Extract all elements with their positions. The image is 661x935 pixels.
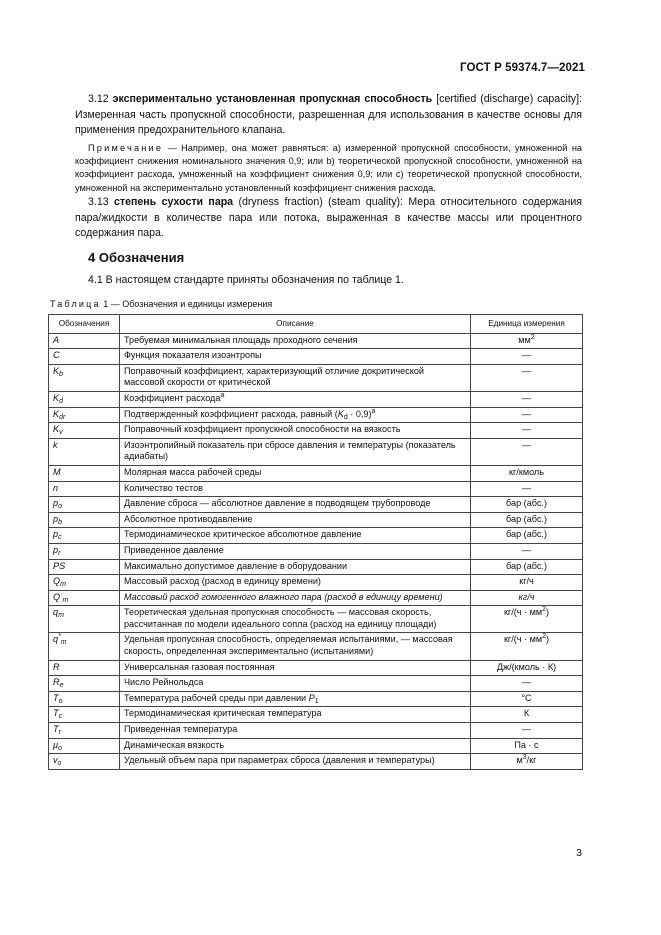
symbol: Q: [53, 591, 61, 602]
symbol: PS: [53, 560, 66, 571]
unit-tail: ): [546, 607, 550, 618]
description: Число Рейнольдса: [124, 677, 204, 688]
table-row: [49, 660, 583, 676]
symbol-cell: [49, 497, 120, 513]
symbol-subscript: b: [58, 518, 62, 526]
description: Термодинамическая критическая температура: [124, 708, 322, 719]
unit-superscript: 2: [542, 633, 547, 641]
column-header-description: Описание: [120, 315, 471, 334]
symbol-superscript: ·: [60, 590, 63, 598]
table-row: [49, 575, 583, 591]
unit-cell: [471, 438, 583, 465]
symbol-subscript: m: [60, 581, 66, 589]
unit-cell: [471, 691, 583, 707]
symbol: K: [53, 408, 60, 419]
symbol-cell: [49, 691, 120, 707]
unit-cell: [471, 497, 583, 513]
unit-cell: [471, 333, 583, 349]
table-row: [49, 407, 583, 423]
table-row: [49, 481, 583, 497]
table-caption-label: Таблица: [50, 299, 101, 309]
table-row: [49, 423, 583, 439]
table-header-row: [49, 315, 583, 334]
unit-tail: /кг: [526, 755, 537, 766]
unit: кг/кмоль: [509, 466, 544, 477]
symbol-cell: [49, 391, 120, 407]
clause-3-13: [75, 195, 582, 242]
description: Массовый расход гомогенного влажного пара (расход в единицу времени): [124, 591, 443, 602]
symbol: v: [53, 755, 58, 766]
unit-cell: [471, 364, 583, 391]
symbol-subscript: v: [59, 429, 63, 437]
unit-cell: [471, 423, 583, 439]
description: Удельная пропускная способность, определяемая испытаниями, — массовая скорость, определенная экспериментально (испытаниями): [124, 634, 453, 657]
symbol-superscript: *: [58, 633, 61, 641]
symbol-subscript: m: [62, 596, 69, 604]
symbol: p: [53, 529, 59, 540]
table-row: [49, 691, 583, 707]
symbol: A: [53, 334, 60, 345]
unit-cell: [471, 738, 583, 754]
symbol-cell: [49, 590, 120, 606]
symbol: T: [53, 708, 59, 719]
description-cell: [120, 559, 471, 575]
symbol-cell: [49, 349, 120, 365]
symbol: T: [53, 692, 59, 703]
description: Динамическая вязкость: [124, 739, 225, 750]
symbol-cell: [49, 364, 120, 391]
symbol-cell: [49, 333, 120, 349]
description: Термодинамическое критическое абсолютное давление: [124, 529, 362, 540]
inline-symbol: K: [337, 408, 344, 419]
description-cell: [120, 423, 471, 439]
symbol-subscript: o: [57, 760, 62, 768]
symbol: T: [53, 724, 59, 735]
unit: кг/ч: [519, 576, 534, 587]
symbol: k: [53, 439, 58, 450]
unit: —: [521, 439, 532, 450]
unit: м: [516, 755, 523, 766]
document-header: ГОСТ Р 59374.7—2021: [460, 62, 585, 74]
description: Массовый расход (расход в единицу времени): [124, 576, 321, 587]
description: Молярная масса рабочей среды: [124, 466, 262, 477]
inline-symbol: P: [308, 692, 315, 703]
unit: —: [521, 392, 532, 403]
section-intro: 4.1 В настоящем стандарте приняты обозначения по таблице 1.: [88, 274, 404, 286]
unit-cell: [471, 465, 583, 481]
unit: бар (абс.): [506, 560, 547, 571]
table-row: [49, 512, 583, 528]
table-row: [49, 590, 583, 606]
description-cell: [120, 465, 471, 481]
symbol-subscript: d: [59, 397, 63, 405]
unit-cell: [471, 754, 583, 770]
term-definition: Измеренная часть пропускной способности, разрешенная для использования в качестве основы для применения предохранительного клапана.: [75, 108, 582, 136]
section-heading: 4 Обозначения: [88, 250, 185, 265]
description-cell: [120, 606, 471, 633]
unit-cell: [471, 512, 583, 528]
description-cell: [120, 528, 471, 544]
symbol-subscript: m: [58, 612, 64, 620]
symbol-cell: [49, 575, 120, 591]
unit: —: [521, 724, 532, 735]
description-cell: [120, 512, 471, 528]
term-title: степень сухости пара: [114, 196, 234, 208]
note-label: Примечание: [88, 143, 164, 153]
table-caption-text: 1 — Обозначения и единицы измерения: [103, 299, 273, 309]
description-cell: [120, 481, 471, 497]
description-cell: [120, 333, 471, 349]
symbol-cell: [49, 676, 120, 692]
table-row: [49, 676, 583, 692]
description-cell: [120, 391, 471, 407]
unit-cell: [471, 543, 583, 559]
symbol: p: [53, 513, 59, 524]
clause-number: 3.12: [88, 93, 109, 105]
unit: бар (абс.): [506, 498, 547, 509]
unit-cell: [471, 606, 583, 633]
symbol-cell: [49, 723, 120, 739]
unit-superscript: 2: [530, 333, 535, 341]
table-body: [49, 333, 583, 769]
description-cell: [120, 676, 471, 692]
description-cell: [120, 691, 471, 707]
clause-3-12: [75, 92, 582, 139]
symbol-subscript: r: [58, 729, 61, 737]
table-row: [49, 465, 583, 481]
unit-cell: [471, 559, 583, 575]
term-definition: (dryness fraction) (steam quality): Мера относительного содержания пара/жидкости в количестве пара или потока, выраженная в качестве массы или процентного содержания пара.: [75, 196, 582, 239]
page-number: 3: [576, 847, 582, 859]
symbol-cell: [49, 633, 120, 660]
unit: —: [521, 365, 532, 376]
symbol-cell: [49, 407, 120, 423]
symbol: K: [53, 365, 60, 376]
description-cell: [120, 575, 471, 591]
symbol-subscript: c: [58, 713, 63, 721]
unit-superscript: 2: [542, 606, 547, 614]
table-row: [49, 723, 583, 739]
symbol: C: [53, 350, 60, 361]
description-cell: [120, 497, 471, 513]
description-cell: [120, 707, 471, 723]
symbol-subscript: r: [58, 549, 61, 557]
description: Теоретическая удельная пропускная способность — массовая скорость, рассчитанная по модели идеального сопла (расход на единицу площади): [124, 607, 437, 629]
description: Абсолютное противодавление: [124, 513, 253, 524]
unit: кг/(ч · мм: [503, 607, 543, 618]
symbol: K: [53, 392, 60, 403]
table-row: [49, 349, 583, 365]
description: Приведенное давление: [124, 544, 224, 555]
symbol: n: [53, 482, 59, 493]
symbol-subscript: m: [60, 639, 67, 647]
unit: —: [521, 544, 532, 555]
table-row: [49, 707, 583, 723]
table-row: [49, 754, 583, 770]
symbol-cell: [49, 559, 120, 575]
symbol: q: [53, 607, 59, 618]
symbol: μ: [53, 739, 58, 750]
table-row: [49, 543, 583, 559]
unit: —: [521, 350, 532, 361]
description-cell: [120, 633, 471, 660]
unit-cell: [471, 660, 583, 676]
description: Поправочный коэффициент пропускной способности на вязкость: [124, 424, 401, 435]
description-cell: [120, 364, 471, 391]
symbol: R: [53, 677, 60, 688]
unit-superscript: 3: [522, 754, 527, 762]
description: Максимально допустимое давление в оборудовании: [124, 560, 348, 571]
unit-tail: ): [546, 634, 550, 645]
table-row: [49, 606, 583, 633]
symbol-subscript: e: [59, 682, 64, 690]
unit: бар (абс.): [506, 529, 547, 540]
unit-cell: [471, 528, 583, 544]
table-row: [49, 559, 583, 575]
description-cell: [120, 660, 471, 676]
footnote-marker: а: [371, 407, 376, 415]
symbol-subscript: dr: [59, 413, 66, 421]
symbol-cell: [49, 512, 120, 528]
symbol: K: [53, 424, 60, 435]
symbol: Q: [53, 576, 61, 587]
description: Коэффициент расхода: [124, 392, 221, 403]
symbol-cell: [49, 707, 120, 723]
symbol-cell: [49, 528, 120, 544]
description: Количество тестов: [124, 482, 203, 493]
description-cell: [120, 723, 471, 739]
description: Функция показателя изоэнтропы: [124, 350, 262, 361]
table-row: [49, 738, 583, 754]
unit-cell: [471, 707, 583, 723]
description-cell: [120, 738, 471, 754]
description-cell: [120, 543, 471, 559]
table-row: [49, 333, 583, 349]
clause-number: 3.13: [88, 196, 109, 208]
unit-cell: [471, 349, 583, 365]
description: Приведенная температура: [124, 724, 238, 735]
description-cell: [120, 349, 471, 365]
term-english: [certified (discharge) capacity]:: [436, 93, 582, 105]
symbol-subscript: c: [58, 534, 62, 542]
symbol: p: [53, 498, 59, 509]
footnote-marker: а: [220, 391, 225, 399]
symbol-subscript: o: [58, 697, 63, 705]
symbol-cell: [49, 754, 120, 770]
unit: мм: [518, 334, 531, 345]
description: Поправочный коэффициент, характеризующий отличие докритической массовой скорости от критической: [124, 365, 424, 388]
description-cell: [120, 590, 471, 606]
column-header-symbols: Обозначения: [49, 315, 120, 334]
symbol: p: [53, 544, 59, 555]
symbols-table: [48, 314, 583, 770]
unit: кг/(ч · мм: [503, 634, 543, 645]
unit: °С: [521, 692, 532, 703]
description: Удельный объем пара при параметрах сброса (давления и температуры): [124, 755, 435, 766]
unit: кг/ч: [518, 591, 535, 602]
column-header-unit: Единица измерения: [471, 315, 583, 334]
symbol-cell: [49, 465, 120, 481]
unit: —: [521, 677, 532, 688]
table-row: [49, 528, 583, 544]
symbol-cell: [49, 423, 120, 439]
symbol-subscript: o: [57, 744, 62, 752]
table-row: [49, 438, 583, 465]
unit: К: [523, 708, 530, 719]
symbol: M: [53, 466, 61, 477]
symbol-cell: [49, 738, 120, 754]
table-row: [49, 497, 583, 513]
unit-cell: [471, 723, 583, 739]
unit: —: [521, 482, 532, 493]
unit: бар (абс.): [506, 513, 547, 524]
symbol-subscript: o: [58, 503, 62, 511]
table-caption: [50, 299, 272, 309]
description-tail: · 0,9): [347, 408, 372, 419]
unit: Па · с: [514, 739, 539, 750]
description: Изоэнтропийный показатель при сбросе давления и температуры (показатель адиабаты): [124, 439, 456, 462]
description: Требуемая минимальная площадь проходного сечения: [124, 334, 358, 345]
note-text: — Например, она может равняться: а) измеренной пропускной способности, умноженной на коэффициент снижения номинального значения 0,9; или b) теоретической пропускной способности, умноженной на коэффициент расхода, умноженный на коэффициент снижения 0,9; или с) теоретической пропускной способности, умноженной на экспериментально установленный коэффициент снижения расхода.: [75, 143, 582, 193]
unit-cell: [471, 633, 583, 660]
symbol-cell: [49, 606, 120, 633]
description-cell: [120, 754, 471, 770]
unit-cell: [471, 391, 583, 407]
description-cell: [120, 438, 471, 465]
symbol: R: [53, 661, 60, 672]
description: Температура рабочей среды при давлении: [124, 692, 309, 703]
note-paragraph: [75, 142, 582, 195]
term-title: экспериментально установленная пропускная способность: [112, 93, 433, 105]
description: Подтвержденный коэффициент расхода, равный (: [124, 408, 338, 419]
inline-symbol-subscript: d: [343, 413, 348, 421]
symbol-subscript: b: [59, 370, 63, 378]
unit-cell: [471, 590, 583, 606]
unit-cell: [471, 481, 583, 497]
unit-cell: [471, 407, 583, 423]
table-row: [49, 633, 583, 660]
unit: —: [521, 408, 532, 419]
unit: —: [521, 424, 532, 435]
symbol-cell: [49, 438, 120, 465]
unit-cell: [471, 575, 583, 591]
symbol-cell: [49, 481, 120, 497]
symbol: q: [53, 634, 59, 645]
table-row: [49, 391, 583, 407]
unit-cell: [471, 676, 583, 692]
description: Давление сброса — абсолютное давление в подводящем трубопроводе: [124, 498, 431, 509]
symbol-cell: [49, 660, 120, 676]
inline-symbol-subscript: 1: [314, 697, 319, 705]
description: Универсальная газовая постоянная: [124, 661, 275, 672]
description-cell: [120, 407, 471, 423]
unit: Дж/(кмоль · К): [496, 661, 557, 672]
table-row: [49, 364, 583, 391]
symbol-cell: [49, 543, 120, 559]
